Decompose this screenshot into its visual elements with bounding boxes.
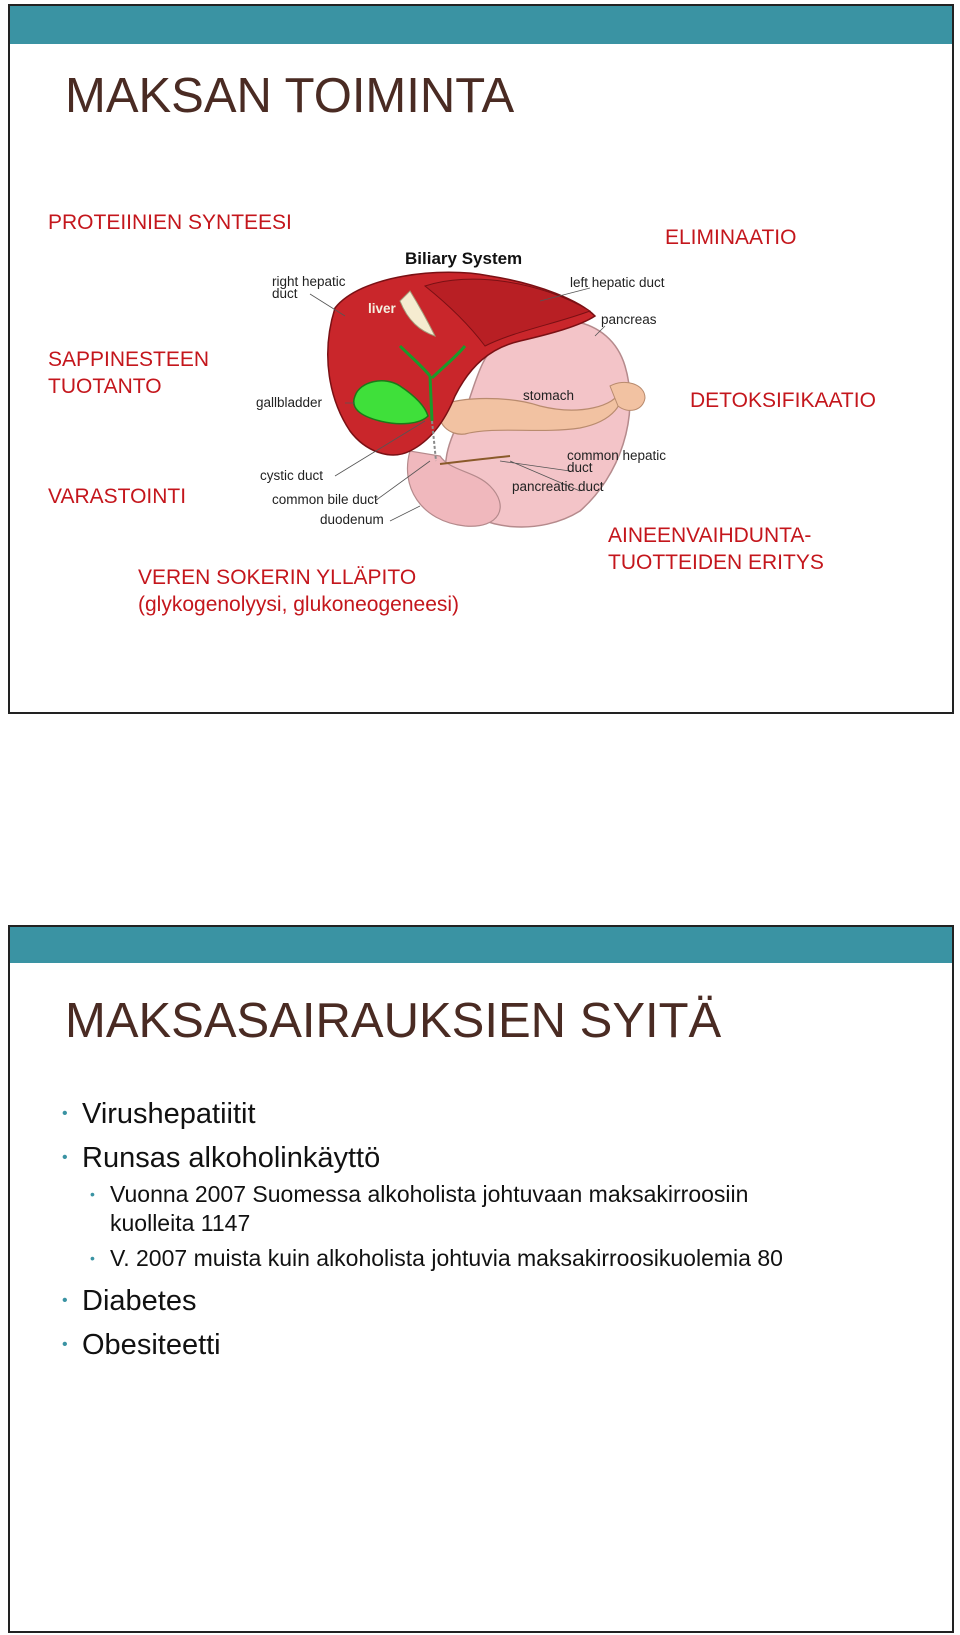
diagram-label-left-hepatic: left hepatic duct — [570, 275, 665, 290]
diagram-label-right-hepatic-2: duct — [272, 286, 298, 301]
diagram-label-duodenum: duodenum — [320, 512, 384, 527]
bullet-list — [62, 1092, 783, 1367]
label-metab-line1: AINEENVAIHDUNTA- — [608, 524, 812, 547]
sub-bullet-other-deaths: • V. 2007 muista kuin alkoholista johtuvia maksakirroosikuolemia 80 — [62, 1244, 783, 1273]
slide-liver-function — [8, 4, 954, 714]
bullet-alcohol-use: • Runsas alkoholinkäyttö — [62, 1136, 783, 1180]
label-sugar-line1: VEREN SOKERIN YLLÄPITO — [138, 566, 417, 589]
sub-bullet-alcohol-deaths-line2: kuolleita 1147 — [110, 1210, 251, 1236]
label-bile-line2: TUOTANTO — [48, 375, 162, 398]
diagram-label-pancreas: pancreas — [601, 312, 657, 327]
sub-bullet-alcohol-deaths-line1: • Vuonna 2007 Suomessa alkoholista johtuvaan maksakirroosiin — [110, 1181, 749, 1207]
label-bile-production — [48, 346, 209, 400]
biliary-system-diagram — [250, 246, 690, 551]
diagram-label-common-hepatic-2: duct — [567, 460, 593, 475]
label-elimination: ELIMINAATIO — [665, 226, 797, 249]
label-blood-sugar — [138, 564, 459, 618]
slide-header-bar — [10, 6, 952, 44]
diagram-title: Biliary System — [405, 249, 523, 268]
diagram-label-cystic-duct: cystic duct — [260, 468, 324, 483]
slide-header-bar — [10, 927, 952, 963]
diagram-label-gallbladder: gallbladder — [256, 395, 323, 410]
sub-bullet-alcohol-deaths — [62, 1180, 783, 1238]
bullet-diabetes: • Diabetes — [62, 1279, 783, 1323]
label-detoxification: DETOKSIFIKAATIO — [690, 389, 876, 412]
label-metab-line2: TUOTTEIDEN ERITYS — [608, 551, 824, 574]
slide-liver-disease-causes — [8, 925, 954, 1633]
slide-title: MAKSASAIRAUKSIEN SYITÄ — [65, 994, 722, 1048]
diagram-label-pancreatic-duct: pancreatic duct — [512, 479, 604, 494]
diagram-label-liver: liver — [368, 301, 396, 316]
bullet-obesity: • Obesiteetti — [62, 1323, 783, 1367]
diagram-label-common-hepatic-1: common hepatic — [567, 448, 667, 463]
diagram-label-right-hepatic-1: right hepatic — [272, 274, 346, 289]
diagram-label-stomach: stomach — [523, 388, 575, 403]
slide-title: MAKSAN TOIMINTA — [65, 69, 515, 123]
label-sugar-line2: (glykogenolyysi, glukoneogeneesi) — [138, 593, 460, 616]
label-protein-synthesis: PROTEIINIEN SYNTEESI — [48, 211, 292, 234]
bullet-viral-hepatitis: • Virushepatiitit — [62, 1092, 783, 1136]
diagram-label-common-bile-duct: common bile duct — [272, 492, 378, 507]
label-bile-line1: SAPPINESTEEN — [48, 348, 210, 371]
label-storage: VARASTOINTI — [48, 485, 187, 508]
